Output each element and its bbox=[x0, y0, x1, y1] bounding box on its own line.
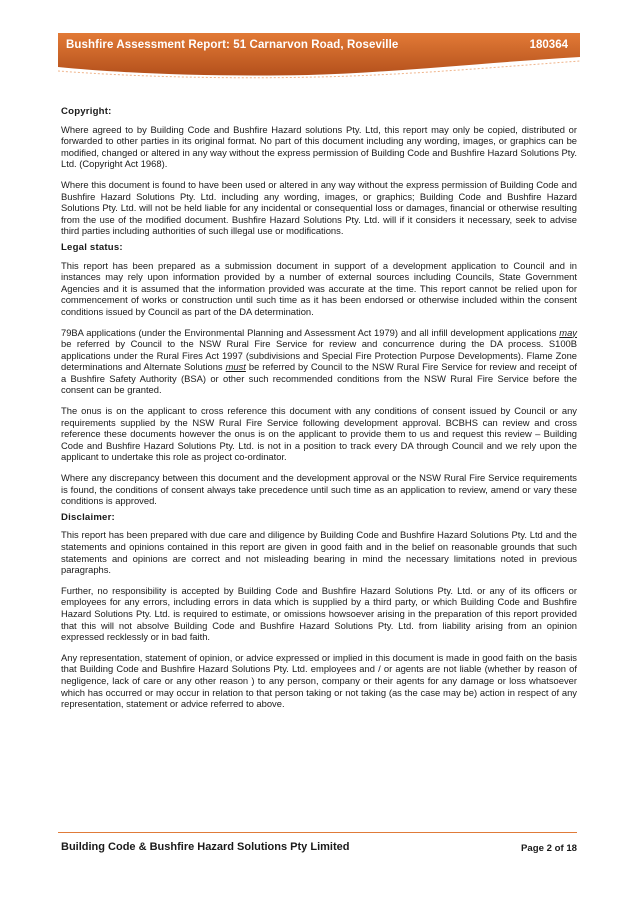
disclaimer-paragraph-1: This report has been prepared with due care and diligence by Building Code and Bushfire Hazard Solutions Pty. Ltd and the statements and opinions contained in this report are given in good faith and in the belief on reasonable grounds that such statements and opinions are correct and not misleading bearing in mind the necessary limitations noted in previous paragraphs. bbox=[61, 529, 577, 576]
legal-p2-part-b: be referred by Council to the NSW Rural Fire Service for review and concurrence during the DA process. S100B applications under the Rural Fires Act 1997 (subdivisions and Special Fire Protection Purpose Developments). Flame Zone determinations and Alternate Solutions bbox=[61, 338, 577, 373]
footer-page-number: Page 2 of 18 bbox=[521, 843, 577, 854]
report-number: 180364 bbox=[529, 39, 568, 51]
legal-paragraph-3: The onus is on the applicant to cross reference this document with any conditions of consent issued by Council or any requirements supplied by the NSW Rural Fire Service following development approval. BCBHS can review and cross reference these documents however the onus is on the applicant to provide them to us and request this review – Building Code and Bushfire Hazard Solutions Pty. Ltd. is not in a position to track every DA through Council and we rely upon the applicant to undertake this role as project co-ordinator. bbox=[61, 405, 577, 463]
legal-paragraph-2 bbox=[61, 327, 577, 397]
legal-status-heading: Legal status: bbox=[61, 241, 123, 253]
disclaimer-paragraph-3: Any representation, statement of opinion, or advice expressed or implied in this document is made in good faith on the basis that Building Code and Bushfire Hazard Solutions Pty. Ltd. employees and / or agents are not liable (whether by reason of negligence, lack of care or any other reason ) to any person, company or their agents for any damage or loss whatsoever which has occurred or may occur in relation to that person taking or not taking (as the case may be) action in respect of any representation, statement or advice referred to above. bbox=[61, 651, 577, 710]
legal-paragraph-4: Where any discrepancy between this document and the development approval or the NSW Rural Fire Service requirements is found, the conditions of consent always take precedence until such time as an application to review, amend or vary these conditions is approved. bbox=[61, 472, 577, 507]
disclaimer-heading: Disclaimer: bbox=[61, 511, 115, 523]
footer-divider bbox=[58, 832, 577, 833]
legal-paragraph-1: This report has been prepared as a submission document in support of a development application to Council and in instances may rely upon information provided by a number of external sources including Councils, State Government Agencies and it is assumed that the information provided was accurate at the time. This report cannot be relied upon for commencement of works or construction until such time as it has been endorsed or otherwise included within the consent conditions issued by Council as part of the DA determination. bbox=[61, 259, 577, 317]
legal-p2-part-c: be referred by Council to the NSW Rural Fire Service for review and receipt of a Bushfire Safety Authority (BSA) or other such recommended conditions from the NSW Rural Fire Service before the consent can be granted. bbox=[61, 361, 577, 396]
copyright-heading: Copyright: bbox=[61, 106, 112, 117]
disclaimer-paragraph-2: Further, no responsibility is accepted by Building Code and Bushfire Hazard Solutions Pty. Ltd. or any of its officers or employees for any errors, including errors in data which is supplied by a third party, or which Building Code and Bushfire Hazard Solutions Pty. Ltd. is required to estimate, or omissions howsoever arising in the preparation of this report provided that this will not absolve Building Code and Bushfire Hazard Solutions Pty. Ltd. from liability arising from an opinion expressed recklessly or in bad faith. bbox=[61, 584, 577, 643]
legal-p2-must: must bbox=[225, 361, 246, 373]
footer-company-name: Building Code & Bushfire Hazard Solutions Pty Limited bbox=[61, 841, 350, 853]
document-body bbox=[61, 106, 577, 719]
copyright-paragraph-2: Where this document is found to have been used or altered in any way without the express permission of Building Code and Bushfire Hazard Solutions Pty. Ltd. including any wording, images, or graphics; Building Code and Bushfire Hazard Solutions Pty. Ltd. will not be held liable for any incidental or consequential loss or damages, financial or otherwise resulting from the use of the modified document. Bushfire Hazard Solutions Pty. Ltd. will if it considers it necessary, seek to advise third parties including authorities of such illegal use or modifications. bbox=[61, 178, 577, 237]
legal-p2-may: may bbox=[559, 326, 577, 338]
copyright-paragraph-1: Where agreed to by Building Code and Bushfire Hazard solutions Pty. Ltd, this report may only be copied, distributed or forwarded to other parties in its original format. No part of this document including any wording, images, or graphics can be modified, changed or altered in any way without the express permission of Building Code and Bushfire Hazard Solutions Pty. Ltd. (Copyright Act 1968). bbox=[61, 123, 577, 170]
header-band bbox=[58, 33, 580, 79]
legal-p2-part-a: 79BA applications (under the Environmental Planning and Assessment Act 1979) and all infill development applications bbox=[61, 326, 560, 338]
report-title: Bushfire Assessment Report: 51 Carnarvon Road, Roseville bbox=[66, 39, 399, 51]
